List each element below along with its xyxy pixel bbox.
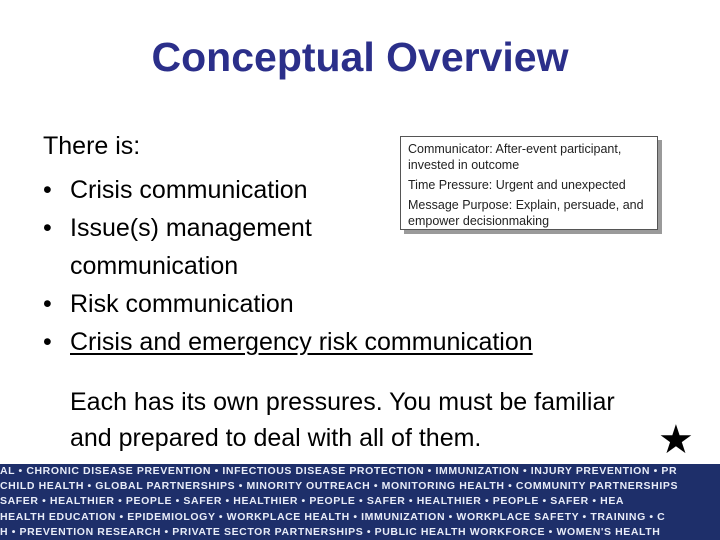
banner-line: SAFER • HEALTHIER • PEOPLE • SAFER • HEALTHIER • PEOPLE • SAFER • HEALTHIER • PEOPLE • SAFER • HEA [0, 495, 625, 508]
star-icon[interactable]: ★ [658, 418, 694, 462]
callout-time-pressure: Time Pressure: Urgent and unexpected [408, 178, 626, 192]
footer-banner [0, 464, 720, 540]
intro-text: There is: [43, 132, 141, 160]
callout-box [400, 136, 658, 230]
bullet-item-text: Crisis and emergency risk communication [70, 328, 533, 356]
callout-communicator: Communicator: After-event participant, invested in outcome [408, 142, 622, 172]
closing-text: Each has its own pressures. You must be familiar and prepared to deal with all of them. [70, 388, 615, 452]
banner-line: HEALTH EDUCATION • EPIDEMIOLOGY • WORKPLACE HEALTH • IMMUNIZATION • WORKPLACE SAFETY • TRAINING • C [0, 510, 666, 523]
bullet-item: • Crisis communication [43, 171, 533, 209]
bullet-item: • Risk communication [43, 285, 533, 323]
banner-line: H • PREVENTION RESEARCH • PRIVATE SECTOR PARTNERSHIPS • PUBLIC HEALTH WORKFORCE • WOMEN'S HEALTH [0, 525, 661, 538]
banner-line: CHILD HEALTH • GLOBAL PARTNERSHIPS • MINORITY OUTREACH • MONITORING HEALTH • COMMUNITY PARTNERSHIPS [0, 480, 679, 493]
slide-title: Conceptual Overview [151, 34, 569, 80]
bullet-item [43, 323, 533, 361]
banner-line: AL • CHRONIC DISEASE PREVENTION • INFECTIOUS DISEASE PROTECTION • IMMUNIZATION • INJURY PREVENTION • PR [0, 465, 678, 477]
bullet-item: • Issue(s) management communication [43, 209, 350, 285]
callout-message-purpose: Message Purpose: Explain, persuade, and empower decisionmaking [408, 198, 644, 228]
